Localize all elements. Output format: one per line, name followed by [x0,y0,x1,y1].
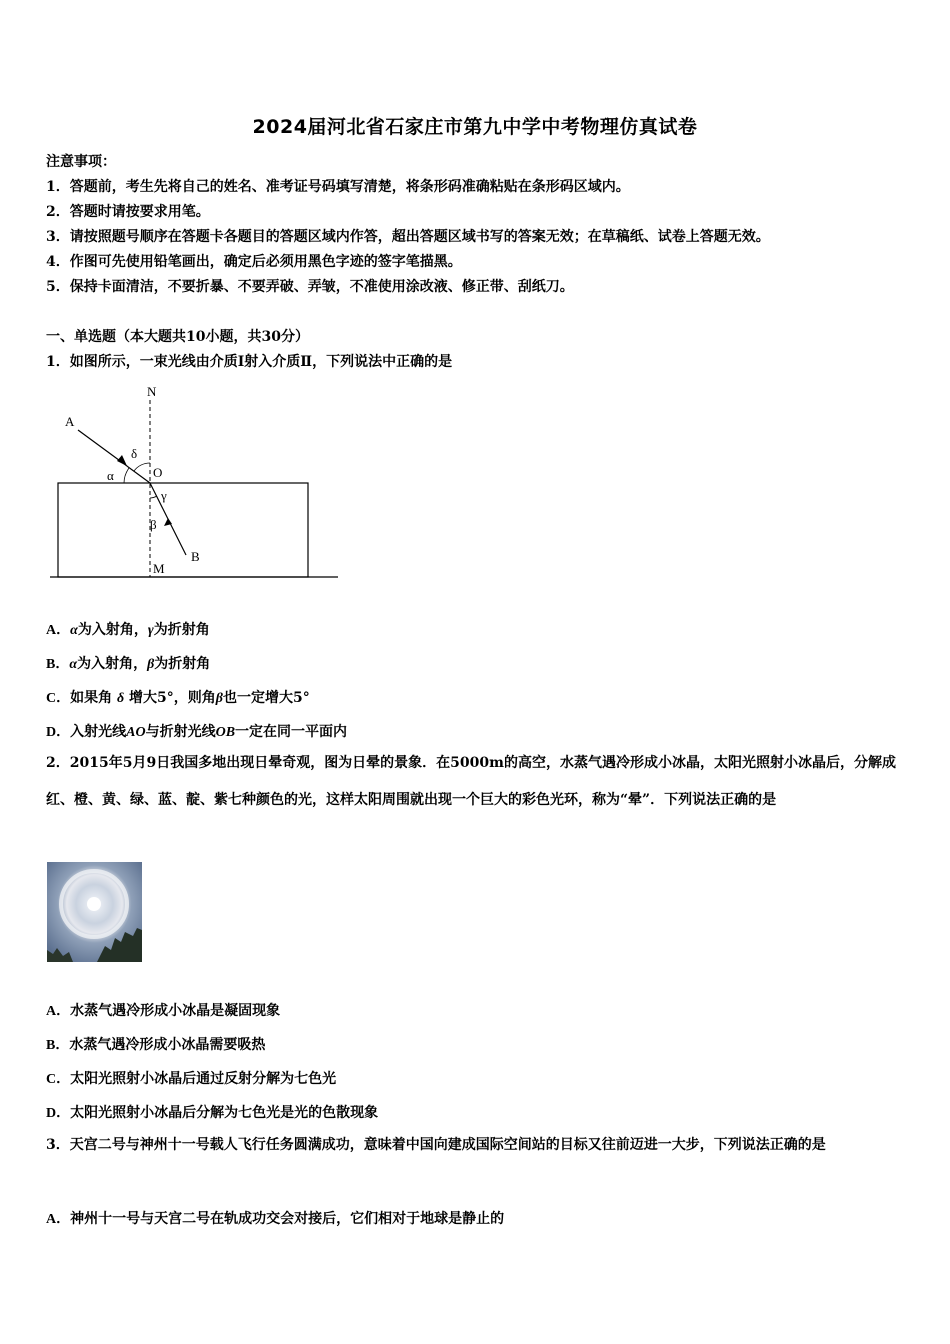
question-2-stem: 2．2015年5月9日我国多地出现日晕奇观，图为日晕的景象．在5000m的高空，水蒸气遇冷形成小冰晶，太阳光照射小冰晶后，分解成红、橙、黄、绿、蓝、靛、紫七种颜色的光，这样太阳周围就出现一个巨大的彩色光环，称为“晕”．下列说法正确的是 [46,755,896,808]
label-beta: β [150,517,157,532]
refraction-diagram [40,380,350,585]
label-M: M [153,561,165,576]
page-title: 2024届河北省石家庄市第九中学中考物理仿真试卷 [252,116,698,138]
label-A: A [65,414,75,429]
q2-option-d: D．太阳光照射小冰晶后分解为七色光是光的色散现象 [46,1105,379,1121]
notice-item: 1．答题前，考生先将自己的姓名、准考证号码填写清楚，将条形码准确粘贴在条形码区域内。 [46,179,630,195]
q2-option-c: C．太阳光照射小冰晶后通过反射分解为七色光 [46,1071,337,1087]
q1-option-d: D．入射光线AO与折射光线OB一定在同一平面内 [46,724,348,740]
notice-item: 4．作图可先使用铅笔画出，确定后必须用黑色字迹的签字笔描黑。 [46,254,462,270]
question-3-stem: 3．天宫二号与神州十一号载人飞行任务圆满成功，意味着中国向建成国际空间站的目标又往前迈进一大步，下列说法正确的是 [46,1137,826,1153]
alpha-arc [124,468,129,483]
delta-arc [134,463,150,471]
gamma-arc [150,496,157,498]
section-heading: 一、单选题（本大题共10小题，共30分） [46,329,309,345]
question-1-stem: 1．如图所示，一束光线由介质Ⅰ射入介质Ⅱ，下列说法中正确的是 [46,354,453,370]
q3-option-a: A．神州十一号与天宫二号在轨成功交会对接后，它们相对于地球是静止的 [46,1211,505,1227]
label-alpha: α [107,468,114,483]
label-O: O [153,465,163,480]
notice-item: 3．请按照题号顺序在答题卡各题目的答题区域内作答，超出答题区域书写的答案无效；在草稿纸、试卷上答题无效。 [46,229,770,245]
incident-arrow-icon [117,455,127,466]
notice-item: 2．答题时请按要求用笔。 [46,204,210,220]
medium-block [58,483,308,577]
label-delta: δ [131,446,138,461]
q1-option-a: A．α为入射角，γ为折射角 [46,622,210,638]
label-N: N [147,384,157,399]
q2-option-b: B．水蒸气遇冷形成小冰晶需要吸热 [46,1037,266,1053]
q1-option-b: B．α为入射角，β为折射角 [46,656,211,672]
q1-option-c: C．如果角 δ 增大5°，则角β也一定增大5° [46,690,310,706]
label-gamma: γ [161,488,167,503]
q2-option-a: A．水蒸气遇冷形成小冰晶是凝固现象 [46,1003,281,1019]
notice-heading: 注意事项： [46,154,116,170]
label-B: B [191,549,200,564]
notice-item: 5．保持卡面清洁，不要折暴、不要弄破、弄皱，不准使用涂改液、修正带、刮纸刀。 [46,279,574,295]
incident-ray [78,430,150,483]
solar-halo-photo [47,862,142,962]
